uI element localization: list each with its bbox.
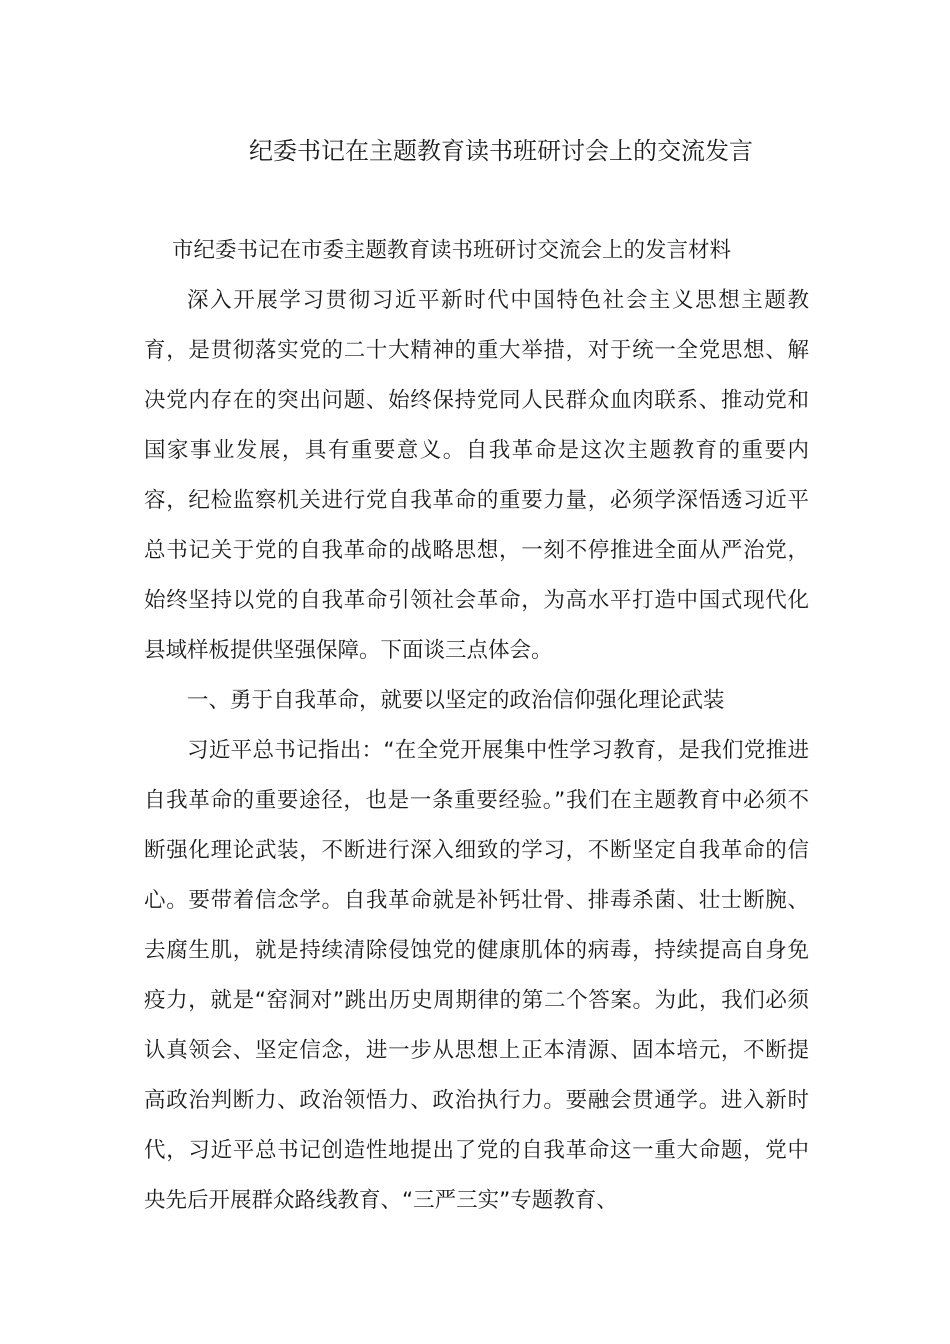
paragraph-intro: 深入开展学习贯彻习近平新时代中国特色社会主义思想主题教育，是贯彻落实党的二十大精神的重大举措，对于统一全党思想、解决党内存在的突出问题、始终保持党同人民群众血肉联系、推动党和国家事业发展，具有重要意义。自我革命是这次主题教育的重要内容，纪检监察机关进行党自我革命的重要力量，必须学深悟透习近平总书记关于党的自我革命的战略思想，一刻不停推进全面从严治党，始终坚持以党的自我革命引领社会革命，为高水平打造中国式现代化县域样板提供坚强保障。下面谈三点体会。 xyxy=(144,288,809,663)
paragraph-section-1: 习近平总书记指出：“在全党开展集中性学习教育，是我们党推进自我革命的重要途径，也是一条重要经验。”我们在主题教育中必须不断强化理论武装，不断进行深入细致的学习，不断坚定自我革命的信心。要带着信念学。自我革命就是补钙壮骨、排毒杀菌、壮士断腕、去腐生肌，就是持续清除侵蚀党的健康肌体的病毒，持续提高自身免疫力，就是“窑洞对”跳出历史周期律的第二个答案。为此，我们必须认真领会、坚定信念，进一步从思想上正本清源、固本培元，不断提高政治判断力、政治领悟力、政治执行力。要融会贯通学。进入新时代，习近平总书记创造性地提出了党的自我革命这一重大命题，党中央先后开展群众路线教育、“三严三实”专题教育、 xyxy=(144,738,809,1213)
section-heading-1: 一、勇于自我革命，就要以坚定的政治信仰强化理论武装 xyxy=(187,688,725,713)
document-body xyxy=(144,226,809,1226)
document-title: 纪委书记在主题教育读书班研讨会上的交流发言 xyxy=(249,137,753,165)
document-subtitle: 市纪委书记在市委主题教育读书班研讨交流会上的发言材料 xyxy=(171,238,731,263)
